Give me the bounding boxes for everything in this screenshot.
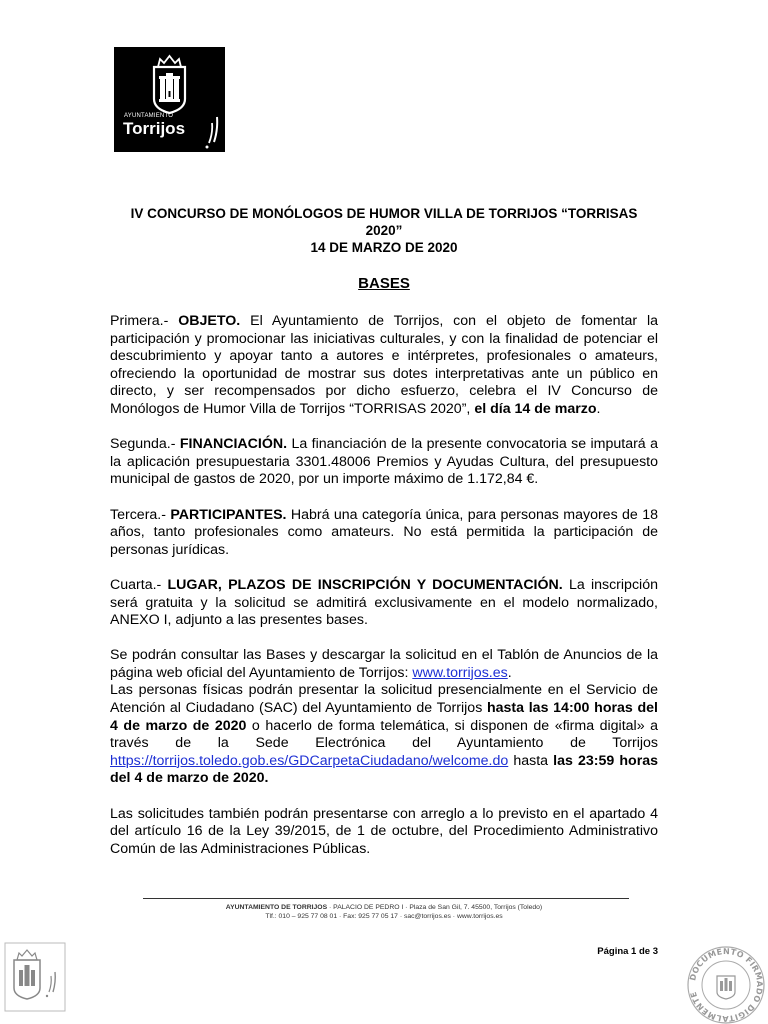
document-body	[110, 313, 658, 876]
section-heading: FINANCIACIÓN.	[179, 436, 288, 453]
footer-divider	[143, 898, 629, 899]
footer-address: AYUNTAMIENTO DE TORRIJOS · PALACIO DE PEDRO I · Plaza de San Gil, 7. 45500, Torrijos (Toledo)	[225, 904, 543, 911]
ayuntamiento-logo	[114, 47, 225, 152]
seal-text: DOCUMENTO FIRMADO DIGITALMENTE	[688, 946, 765, 1024]
paragraph-tambien: Las solicitudes también podrán presentarse con arreglo a lo previsto en el apartado 4 del artículo 16 de la Ley 39/2015, de 1 de octubre, del Procedimiento Administrativo Común de las Administraciones Públicas.	[110, 805, 658, 857]
logo-big-text: Torrijos	[123, 119, 186, 138]
paragraph-presentar: Las personas físicas podrán presentar la solicitud presencialmente en el Servicio de Atención al Ciudadano (SAC) del Ayuntamiento de Torrijos hasta las 14:00 horas del 4 de marzo de 2020 o hacerlo de forma telemática, si disponen de «firma digital» a través de la Sede Electrónica del Ayuntamiento de Torrijos https://torrijos.toledo.gob.es/GDCarpetaCiudadano/welcome.do hasta las 23:59 horas del 4 de marzo de 2020.	[110, 682, 659, 787]
paragraph-consultar: Se podrán consultar las Bases y descargar la solicitud en el Tablón de Anuncios de la página web oficial del Ayuntamiento de Torrijos: www.torrijos.es.	[110, 647, 658, 681]
bases-title: BASES	[358, 275, 410, 292]
sede-electronica-link[interactable]: https://torrijos.toledo.gob.es/GDCarpetaCiudadano/welcome.do	[110, 752, 509, 769]
digital-signature-seal	[686, 946, 766, 1024]
website-link[interactable]: www.torrijos.es	[412, 664, 508, 681]
section-heading: OBJETO.	[178, 313, 241, 329]
section-tercera: Tercera.- PARTICIPANTES. Habrá una categoría única, para personas mayores de 18 años, tanto profesionales como amateurs. No está permitida la participación de personas jurídicas.	[110, 506, 658, 558]
header-line-3: 14 DE MARZO DE 2020	[310, 240, 458, 255]
logo-small-text: AYUNTAMIENTO	[124, 113, 174, 119]
header-line-1: IV CONCURSO DE MONÓLOGOS DE HUMOR VILLA DE TORRIJOS “TORRISAS	[130, 206, 638, 221]
section-segunda: Segunda.- FINANCIACIÓN. La financiación de la presente convocatoria se imputará a la aplicación presupuestaria 3301.48006 Premios y Ayudas Cultura, del presupuesto municipal de gastos de 2020, por un importe máximo de 1.172,84 €.	[110, 436, 658, 488]
footer-contact: Tlf.: 010 – 925 77 08 01 · Fax: 925 77 05 17 · sac@torrijos.es · www.torrijos.es	[265, 913, 503, 920]
section-primera: Primera.- OBJETO. El Ayuntamiento de Torrijos, con el objeto de fomentar la participación y promocionar las iniciativas culturales, y con la finalidad de potenciar el descubrimiento y apoyar tanto a autores e intérpretes, profesionales o amateurs, ofreciendo la oportunidad de mostrar sus dotes interpretativas ante un público en directo, y ser recompensados por dicho esfuerzo, celebra el IV Concurso de Monólogos de Humor Villa de Torrijos “TORRISAS 2020”, el día 14 de marzo.	[110, 313, 658, 417]
section-heading: PARTICIPANTES.	[170, 506, 287, 523]
page-number: Página 1 de 3	[597, 946, 658, 957]
section-heading: LUGAR, PLAZOS DE INSCRIPCIÓN Y DOCUMENTACIÓN.	[167, 576, 563, 593]
header-line-2: 2020”	[365, 223, 403, 238]
section-cuarta: Cuarta.- LUGAR, PLAZOS DE INSCRIPCIÓN Y DOCUMENTACIÓN. La inscripción será gratuita y la solicitud se admitirá exclusivamente en el modelo normalizado, ANEXO I, adjunto a las presentes bases.	[110, 576, 658, 629]
small-crest-icon	[4, 942, 66, 1012]
document-header	[110, 205, 658, 256]
